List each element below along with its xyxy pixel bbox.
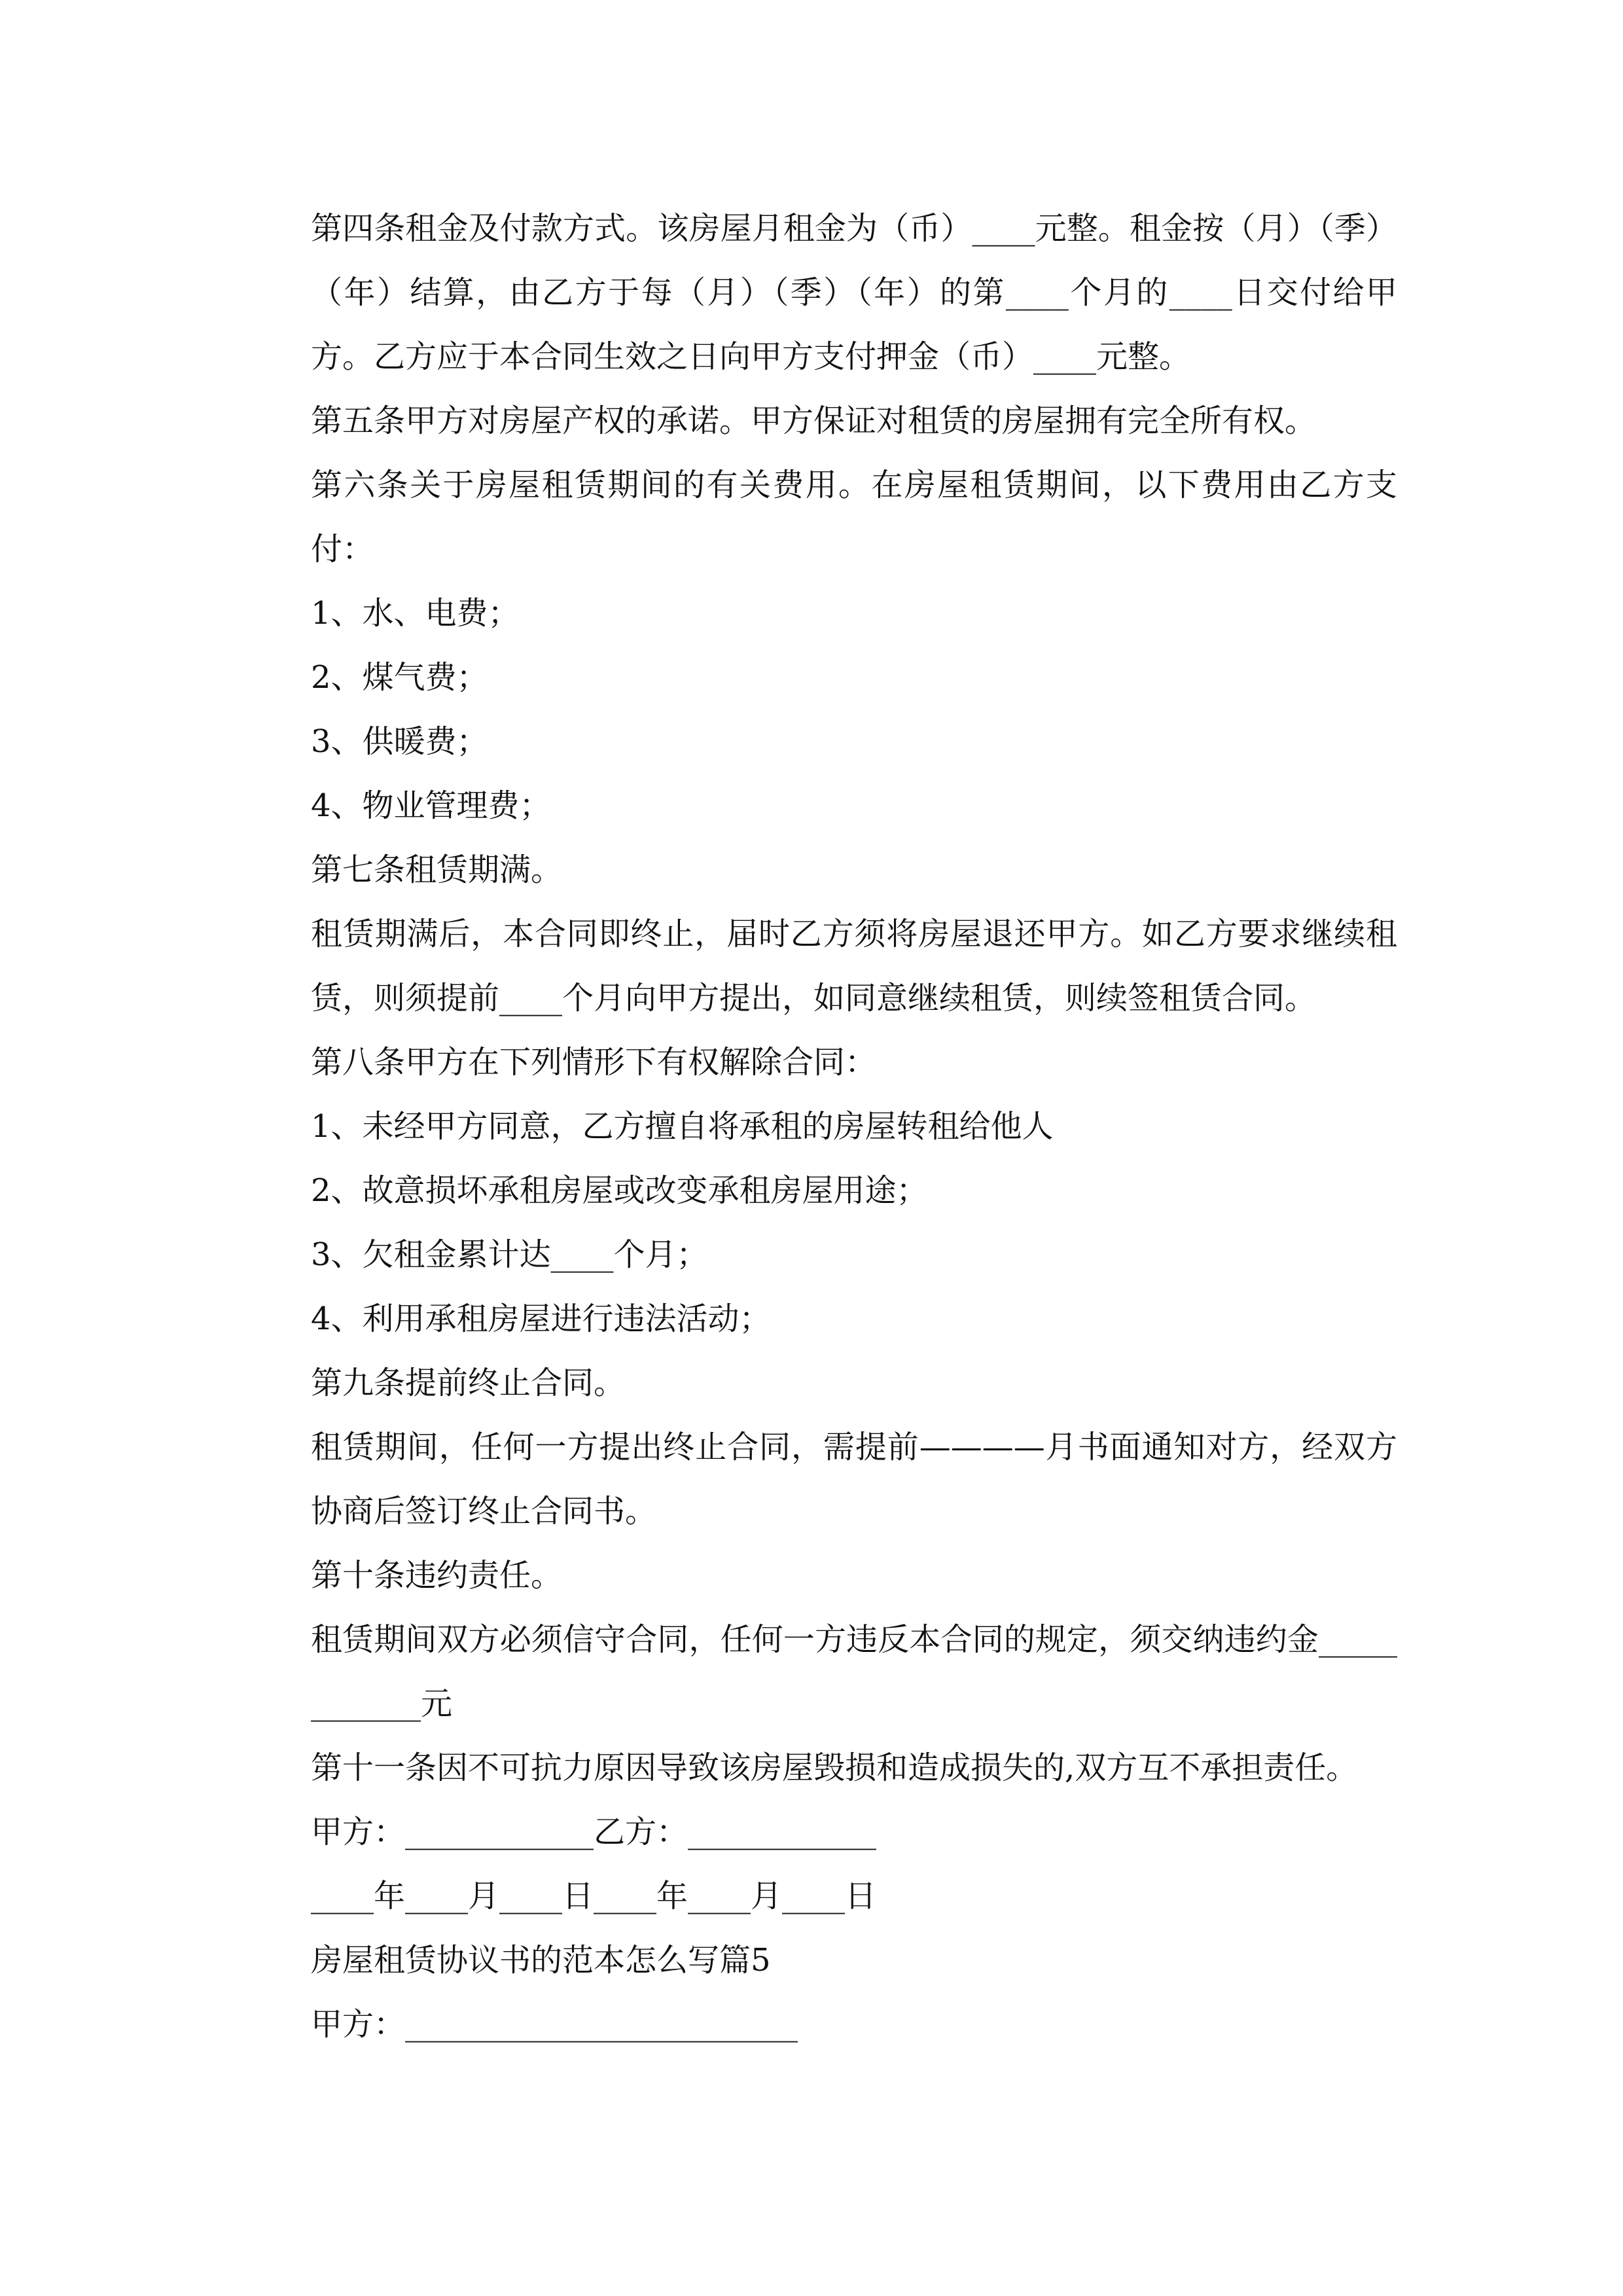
article-10-heading: 第十条违约责任。 (311, 1557, 563, 1594)
article-7-body: 租赁期满后，本合同即终止，届时乙方须将房屋退还甲方。如乙方要求继续租赁，则须提前____个月向甲方提出，如同意继续租赁，则续签租赁合同。 (311, 916, 1397, 1016)
termination-item-2: 2、故意损坏承租房屋或改变承租房屋用途； (311, 1172, 928, 1209)
article-11-force-majeure: 第十一条因不可抗力原因导致该房屋毁损和造成损失的,双方互不承担责任。 (311, 1749, 1358, 1786)
signature-parties-line: 甲方：____________乙方：____________ (311, 1814, 877, 1850)
article-4-rent-payment: 第四条租金及付款方式。该房屋月租金为（币）____元整。租金按（月）（季）（年）结算，由乙方于每（月）（季）（年）的第____个月的____日交付给甲方。乙方应于本合同生效之日向甲方支付押金（币）____元整。 (311, 210, 1397, 375)
document-body (245, 196, 1397, 2056)
article-5-property-rights: 第五条甲方对房屋产权的承诺。甲方保证对租赁的房屋拥有完全所有权。 (311, 403, 1317, 439)
expense-item-4: 4、物业管理费； (311, 787, 551, 824)
section-title-template-5: 房屋租赁协议书的范本怎么写篇5 (311, 1942, 771, 1979)
article-9-body: 租赁期间，任何一方提出终止合同，需提前————月书面通知对方，经双方协商后签订终止合同书。 (311, 1429, 1397, 1530)
expense-item-3: 3、供暖费； (311, 723, 488, 760)
termination-item-4: 4、利用承租房屋进行违法活动； (311, 1300, 771, 1337)
termination-item-1: 1、未经甲方同意，乙方擅自将承租的房屋转租给他人 (311, 1108, 1054, 1145)
expense-item-1: 1、水、电费； (311, 595, 520, 632)
article-9-heading: 第九条提前终止合同。 (311, 1365, 626, 1401)
article-8-heading: 第八条甲方在下列情形下有权解除合同： (311, 1044, 877, 1081)
article-7-heading: 第七条租赁期满。 (311, 852, 563, 888)
article-10-body: 租赁期间双方必须信守合同，任何一方违反本合同的规定，须交纳违约金____________元 (311, 1621, 1397, 1722)
signature-date-line: ____年____月____日____年____月____日 (311, 1878, 877, 1914)
termination-item-3: 3、欠租金累计达____个月； (311, 1236, 708, 1273)
expense-item-2: 2、煤气费； (311, 659, 488, 696)
article-6-expenses: 第六条关于房屋租赁期间的有关费用。在房屋租赁期间，以下费用由乙方支付： (311, 467, 1397, 567)
party-a-line: 甲方：_________________________ (311, 2006, 798, 2043)
